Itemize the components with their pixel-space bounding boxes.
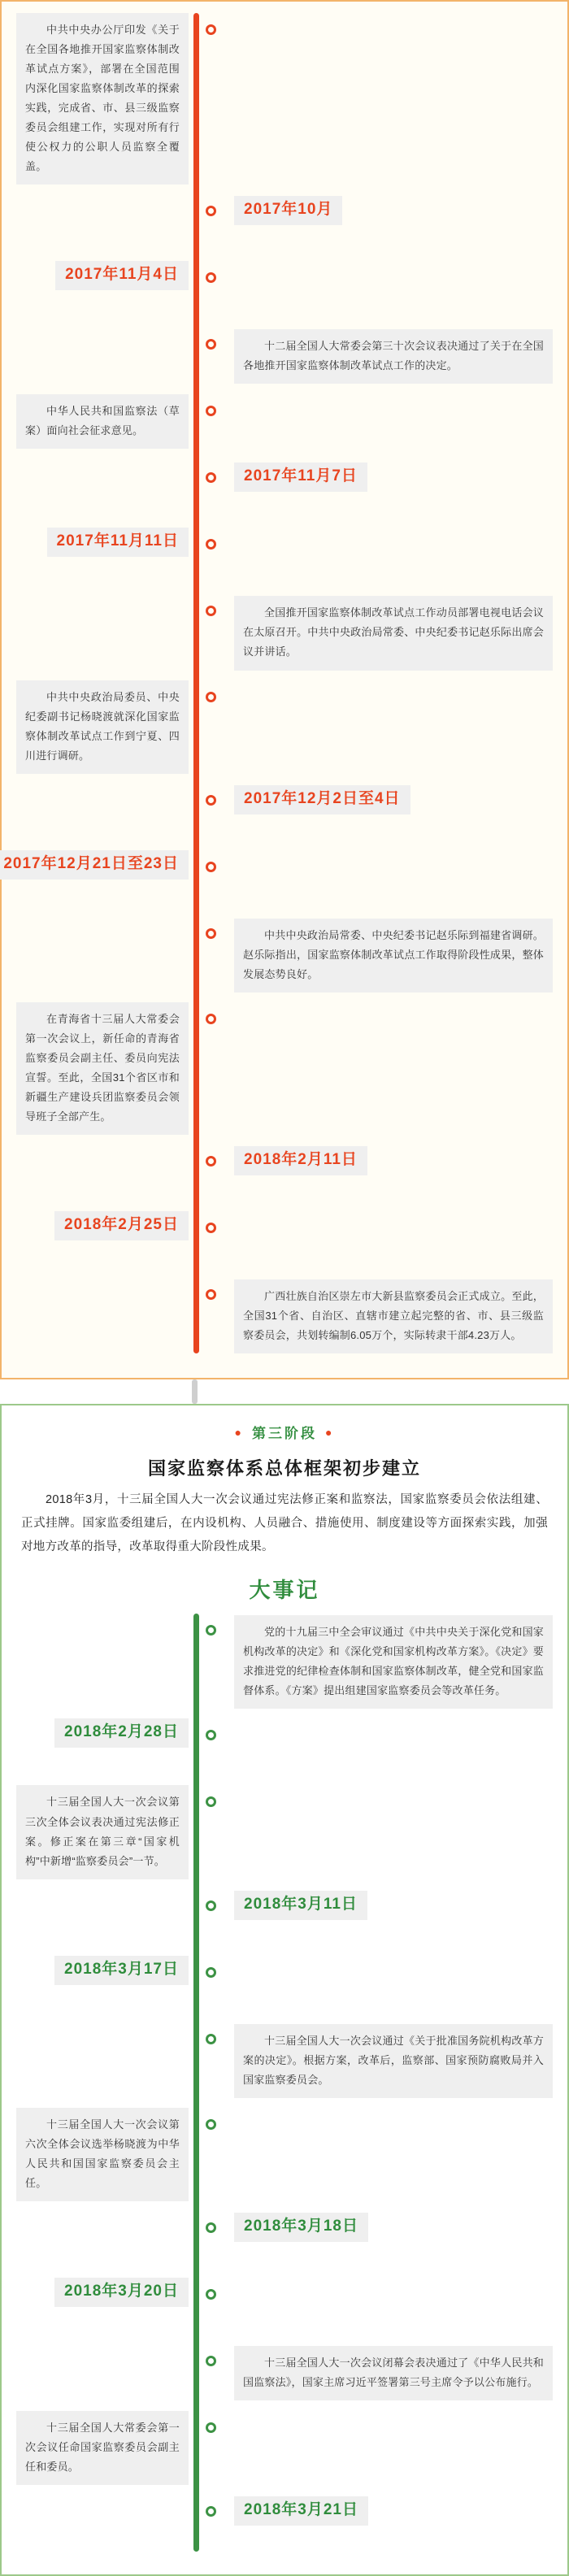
timeline-row-left [16,2108,193,2201]
timeline-row [2,2022,567,2098]
timeline-dot-icon [206,2289,216,2300]
timeline-row [2,2411,567,2485]
timeline-entry-text: 全国推开国家监察体制改革试点工作动员部署电视电话会议在太原召开。中共中央政治局常委、中央纪委书记赵乐际出席会议并讲话。 [234,596,553,670]
timeline-dot-icon [206,406,216,416]
timeline-row-right [229,2022,553,2098]
timeline-row [2,2495,567,2552]
timeline-row [2,1278,567,1353]
timeline-row-left [16,1002,193,1135]
timeline-dot-icon [206,2506,216,2517]
timeline-entry-text: 十三届全国人大常委会第一次会议任命国家监察委员会副主任和委员。 [16,2411,189,2485]
stage-three-label [227,1422,343,1442]
timeline-row [2,2211,567,2268]
timeline-row [2,528,567,584]
timeline-row-right [229,1889,553,1920]
timeline-row [2,1785,567,1879]
timeline-date: 2017年11月11日 [47,528,189,557]
timeline-row [2,1614,567,1709]
bullet-left-icon: ● [234,1426,244,1440]
timeline-row [2,13,567,185]
timeline-row [2,680,567,774]
stage-three-title: 国家监察体系总体框架初步建立 [147,1458,421,1479]
timeline-row-left [16,2278,193,2307]
timeline-dot-icon [206,2119,216,2130]
timeline-row-left [16,1211,193,1240]
timeline-dot-icon [206,862,216,872]
timeline-row-right [229,1278,553,1353]
bullet-right-icon: ● [325,1426,335,1440]
timeline-entry-text: 中共中央政治局常委、中央纪委书记赵乐际到福建省调研。赵乐际指出，国家监察体制改革试点工作取得阶段性成果，整体发展态势良好。 [234,919,553,993]
timeline-date: 2017年12月2日至4日 [234,785,410,815]
timeline-dot-icon [206,1223,216,1233]
timeline-row [2,1002,567,1135]
stage-three-label-text: 第三阶段 [252,1426,317,1442]
timeline-dot-icon [206,2034,216,2044]
timeline-entry-text: 十三届全国人大一次会议第三次全体会议表决通过宪法修正案。修正案在第三章“国家机构”中新增“监察委员会”一节。 [16,1785,189,1879]
timeline-dot-icon [206,339,216,350]
timeline-date: 2018年2月28日 [54,1718,189,1748]
timeline-date: 2017年12月21日至23日 [0,850,189,880]
timeline-row-right [229,328,553,384]
timeline-row-right [229,194,553,225]
timeline-dot-icon [206,1967,216,1978]
timeline-date: 2018年2月11日 [234,1146,367,1175]
timeline-dot-icon [206,795,216,806]
timeline-dot-icon [206,1901,216,1911]
events-title: 大事记 [249,1578,320,1603]
timeline-date: 2018年3月11日 [234,1891,367,1920]
timeline-entry-text: 中华人民共和国监察法（草案）面向社会征求意见。 [16,394,189,449]
timeline-date: 2017年11月4日 [55,261,189,290]
stage-three-header [2,1418,567,1444]
timeline-dot-icon [206,2222,216,2233]
timeline-row [2,461,567,518]
timeline-row-right [229,1145,553,1175]
timeline-row-left [16,261,193,290]
timeline-row [2,917,567,993]
timeline-row [2,194,567,251]
timeline-entry-text: 十三届全国人大一次会议第六次全体会议选举杨晓渡为中华人民共和国国家监察委员会主任。 [16,2108,189,2201]
timeline-date: 2018年2月25日 [54,1211,189,1240]
timeline-row [2,1889,567,1946]
timeline-dot-icon [206,692,216,702]
timeline-row-right [229,594,553,670]
timeline-entry-text: 中共中央办公厅印发《关于在全国各地推开国家监察体制改革试点方案》，部署在全国范围内深化国家监察体制改革的探索实践，完成省、市、县三级监察委员会组建工作，实现对所有行使公权力的公职人员监察全覆盖。 [16,13,189,185]
timeline-row-left [16,1785,193,1879]
timeline-row [2,1956,567,2013]
timeline-row-left [16,528,193,557]
timeline-dot-icon [206,272,216,283]
timeline-dot-icon [206,472,216,483]
timeline-row-left [16,13,193,185]
bottom-spacer [2,2561,567,2566]
timeline-row [2,850,567,907]
timeline-date: 2018年3月20日 [54,2278,189,2307]
timeline-dot-icon [206,1796,216,1807]
timeline-row [2,261,567,318]
timeline-entry-text: 十二届全国人大常委会第三十次会议表决通过了关于在全国各地推开国家监察体制改革试点工作的决定。 [234,329,553,384]
timeline-dot-icon [206,539,216,550]
timeline-date: 2018年3月21日 [234,2496,368,2526]
timeline-row [2,1211,567,1268]
timeline-dot-icon [206,2422,216,2433]
timeline-row-left [16,1718,193,1748]
timeline-row [2,2344,567,2401]
timeline-row-right [229,2211,553,2242]
timeline-date: 2018年3月17日 [54,1956,189,1985]
timeline-row-right [229,2344,553,2400]
timeline-dot-icon [206,606,216,616]
timeline-row-left [3,850,193,880]
timeline-entry-text: 在青海省十三届人大常委会第一次会议上，新任命的青海省监察委员会副主任、委员向宪法宣誓。至此，全国31个省区市和新疆生产建设兵团监察委员会领导班子全部产生。 [16,1002,189,1135]
timeline-entry-text: 中共中央政治局委员、中央纪委副书记杨晓渡就深化国家监察体制改革试点工作到宁夏、四川进行调研。 [16,680,189,774]
timeline-dot-icon [206,206,216,216]
stage-three-description: 2018年3月，十三届全国人大一次会议通过宪法修正案和监察法，国家监察委员会依法组建、正式挂牌。国家监委组建后，在内设机构、人员融合、措施使用、制度建设等方面探索实践，加强对地方改革的指导，改革取得重大阶段性成果。 [21,1493,548,1554]
timeline-row-left [16,1956,193,1985]
orange-timeline [2,13,567,1353]
panel-connector [0,1379,569,1404]
timeline-row [2,2108,567,2201]
timeline-row [2,1718,567,1775]
timeline-dot-icon [206,1625,216,1636]
timeline-row-right [229,1614,553,1709]
timeline-entry-text: 广西壮族自治区崇左市大新县监察委员会正式成立。至此，全国31个省、自治区、直辖市建立起完整的省、市、县三级监察委员会，共划转编制6.05万个，实际转隶干部4.23万人。 [234,1279,553,1353]
timeline-row [2,594,567,670]
timeline-row [2,2278,567,2335]
timeline-row [2,1145,567,1201]
timeline-dot-icon [206,1730,216,1740]
timeline-row [2,394,567,451]
timeline-row-left [16,394,193,449]
connector-bar [192,1379,198,1404]
timeline-row-left [16,680,193,774]
timeline-entry-text: 十三届全国人大一次会议闭幕会表决通过了《中华人民共和国监察法》，国家主席习近平签署第三号主席令予以公布施行。 [234,2346,553,2400]
timeline-row-right [229,2495,553,2526]
timeline-dot-icon [206,2356,216,2366]
timeline-row [2,784,567,841]
timeline-entry-text: 十三届全国人大一次会议通过《关于批准国务院机构改革方案的决定》。根据方案，改革后，监察部、国家预防腐败局并入国家监察委员会。 [234,2024,553,2098]
timeline-dot-icon [206,1289,216,1300]
stage-three-panel [0,1404,569,2576]
timeline-row-right [229,461,553,492]
green-timeline [2,1614,567,2552]
timeline-date: 2017年10月 [234,196,342,225]
timeline-dot-icon [206,928,216,939]
timeline-row-right [229,784,553,815]
timeline-row-right [229,917,553,993]
timeline-entry-text: 党的十九届三中全会审议通过《中共中央关于深化党和国家机构改革的决定》和《深化党和国家机构改革方案》。《决定》要求推进党的纪律检查体制和国家监察体制改革，健全党和国家监督体系。《方案》提出组建国家监察委员会等改革任务。 [234,1615,553,1709]
timeline-dot-icon [206,1014,216,1024]
timeline-date: 2018年3月18日 [234,2213,368,2242]
timeline-dot-icon [206,24,216,35]
timeline-date: 2017年11月7日 [234,463,367,492]
timeline-row [2,328,567,384]
timeline-dot-icon [206,1156,216,1166]
timeline-row-left [16,2411,193,2485]
